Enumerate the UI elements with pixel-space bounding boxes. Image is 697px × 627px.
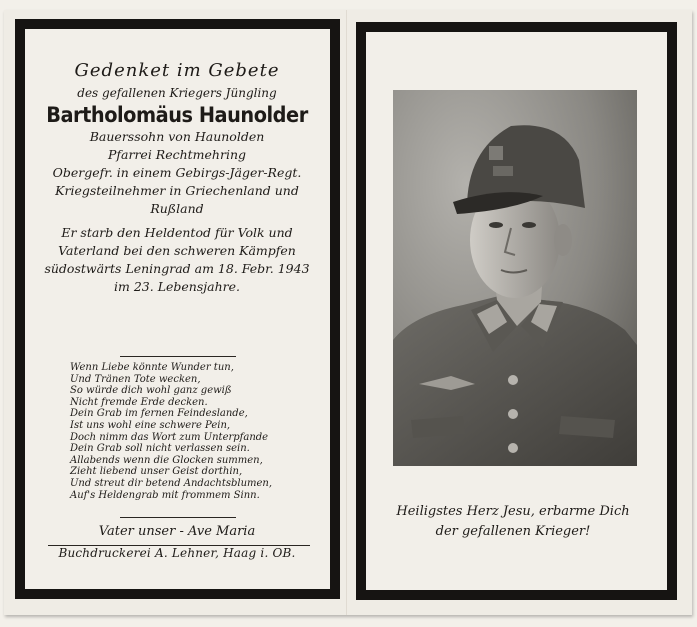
- poem-line: Und streut dir betend Andachtsblumen,: [70, 477, 273, 489]
- divider: [120, 517, 236, 518]
- heading: Gedenket im Gebete: [74, 60, 280, 81]
- caption-line-1: Heiligstes Herz Jesu, erbarme Dich: [396, 504, 630, 519]
- soldier-portrait-photo: [393, 90, 637, 466]
- poem-line: Auf's Heldengrab mit frommem Sinn.: [70, 489, 260, 501]
- poem-line: Allabends wenn die Glocken summen,: [70, 454, 263, 466]
- text-line: Obergefr. in einem Gebirgs-Jäger-Regt.: [52, 165, 302, 180]
- poem-line: So würde dich wohl ganz gewiß: [70, 385, 232, 397]
- text-line: südostwärts Leningrad am 18. Febr. 1943: [44, 261, 310, 276]
- prayer-caption: [380, 502, 646, 542]
- text-line: Bauerssohn von Haunolden: [89, 129, 265, 144]
- text-line: Pfarrei Rechtmehring: [107, 147, 247, 162]
- poem-line: Nicht fremde Erde decken.: [70, 396, 208, 408]
- poem-line: Dein Grab im fernen Feindeslande,: [70, 408, 248, 420]
- poem-line: Und Tränen Tote wecken,: [70, 373, 201, 385]
- text-line: Kriegsteilnehmer in Griechenland und: [55, 183, 299, 198]
- memorial-text: [34, 62, 320, 296]
- poem-line: Wenn Liebe könnte Wunder tun,: [70, 362, 234, 373]
- soldier-name: Bartholomäus Haunolder: [46, 103, 308, 127]
- card-fold: [346, 10, 348, 615]
- text-line: im 23. Lebensjahre.: [114, 279, 240, 294]
- prayer-line: Vater unser - Ave Maria: [98, 524, 256, 539]
- poem-line: Ist uns wohl eine schwere Pein,: [70, 419, 231, 431]
- poem-line: Dein Grab soll nicht verlassen sein.: [70, 443, 250, 455]
- poem-line: Doch nimm das Wort zum Unterpfande: [70, 431, 269, 443]
- text-line: Rußland: [150, 201, 204, 216]
- text-line: Er starb den Heldentod für Volk und: [61, 225, 293, 240]
- divider: [120, 356, 236, 357]
- text-line: Vaterland bei den schweren Kämpfen: [58, 243, 296, 258]
- printer-imprint: Buchdruckerei A. Lehner, Haag i. OB.: [58, 546, 296, 560]
- subheading: des gefallenen Kriegers Jüngling: [77, 86, 277, 100]
- poem-line: Zieht liebend unser Geist dorthin,: [70, 466, 243, 478]
- poem: [70, 362, 300, 501]
- caption-line-2: der gefallenen Krieger!: [435, 524, 591, 539]
